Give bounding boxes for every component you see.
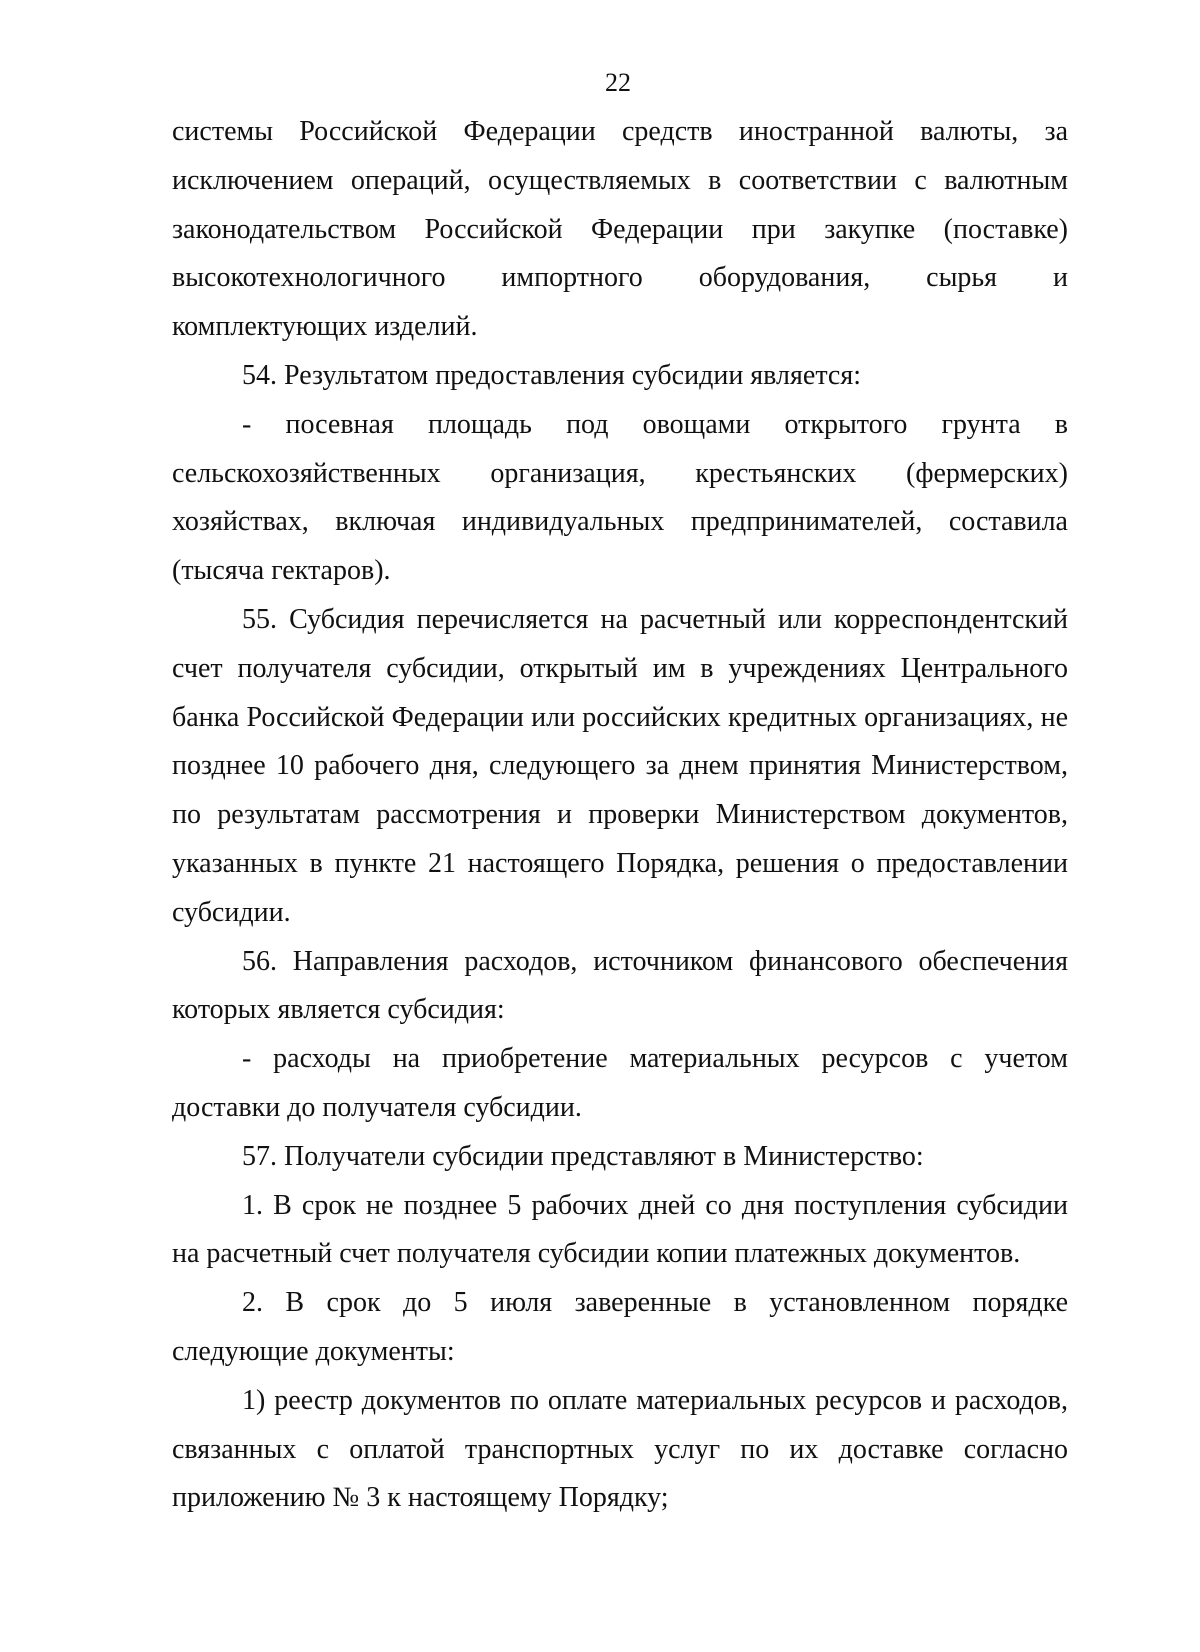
paragraph-54-heading: 54. Результатом предоставления субсидии является:: [242, 359, 861, 391]
page-number: 22: [605, 68, 631, 97]
paragraph-54-item: - посевная площадь под овощами открытого грунта в сельскохозяйственных организация, крестьянских (фермерских) хозяйствах, включая индивидуальных предпринимателей, составила (тысяча гектаров).: [172, 408, 1068, 587]
paragraph-57-item-2: 2. В срок до 5 июля заверенные в установленном порядке следующие документы:: [172, 1287, 1068, 1367]
document-body: [172, 108, 1068, 1523]
paragraph-56-heading: 56. Направления расходов, источником финансового обеспечения которых является субсидия:: [172, 945, 1068, 1026]
paragraph-55: 55. Субсидия перечисляется на расчетный или корреспондентский счет получателя субсидии, открытый им в учреждениях Центрального банка Российской Федерации или российских кредитных организациях, не позднее 10 рабочего дня, следующего за днем принятия Министерством, по результатам рассмотрения и проверки Министерством документов, указанных в пункте 21 настоящего Порядка, решения о предоставлении субсидии.: [172, 603, 1068, 928]
paragraph-56-item: - расходы на приобретение материальных ресурсов с учетом доставки до получателя субсидии.: [172, 1043, 1068, 1123]
paragraph-continuation: системы Российской Федерации средств иностранной валюты, за исключением операций, осуществляемых в соответствии с валютным законодательством Российской Федерации при закупке (поставке) высокотехнологичного импортного оборудования, сырья и комплектующих изделий.: [172, 116, 1068, 343]
paragraph-57-heading: 57. Получатели субсидии представляют в Министерство:: [242, 1140, 924, 1172]
paragraph-57-item-1: 1. В срок не позднее 5 рабочих дней со дня поступления субсидии на расчетный счет получателя субсидии копии платежных документов.: [172, 1189, 1068, 1270]
paragraph-57-subitem-1: 1) реестр документов по оплате материальных ресурсов и расходов, связанных с оплатой транспортных услуг по их доставке согласно приложению № 3 к настоящему Порядку;: [172, 1384, 1068, 1514]
